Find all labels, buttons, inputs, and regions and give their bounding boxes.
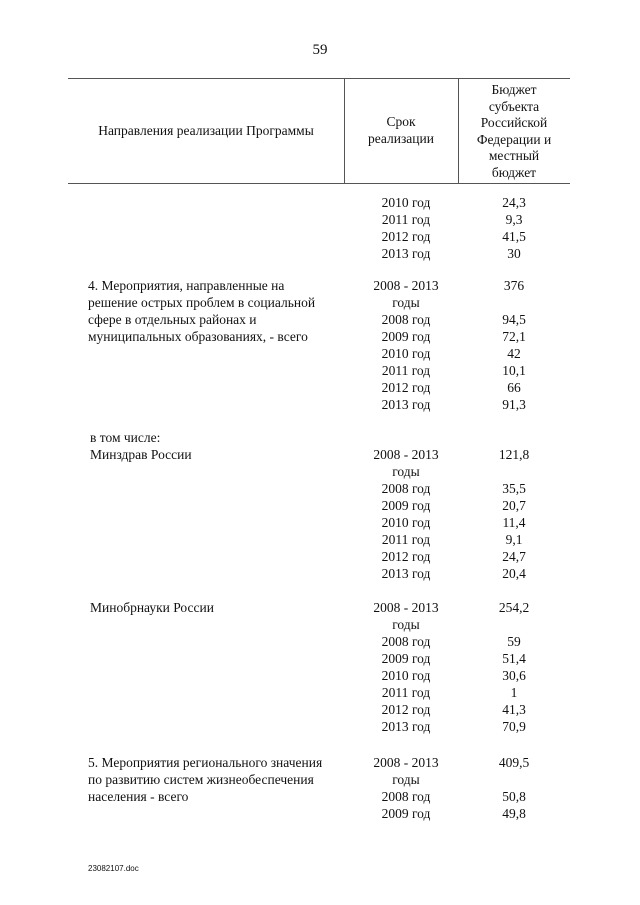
row-31-value: 50,8 [502,789,526,804]
row-6-value: 94,5 [502,312,526,327]
page-number: 59 [312,42,328,58]
row-1-value: 9,3 [505,212,523,227]
header-divider-1 [344,78,345,184]
header-budget-line1: Бюджет [491,82,537,97]
row-0-value: 24,3 [502,195,526,210]
row-18-year: 2011 год [381,532,431,547]
row-3-year: 2013 год [381,246,431,261]
row-25-year: 2010 год [381,668,431,683]
header-term-line1: Срок [386,114,416,129]
row-24-year: 2009 год [381,651,431,666]
row-14-year: годы [392,464,420,479]
row-20-value: 20,4 [502,566,526,581]
row-30-year: годы [392,772,420,787]
footer-filename: 23082107.doc [88,864,139,873]
row-11-value: 91,3 [502,397,526,412]
row-0-year: 2010 год [381,195,431,210]
row-5-year: годы [392,295,420,310]
row-16-value: 20,7 [502,498,526,513]
row-24-value: 51,4 [502,651,526,666]
row-8-value: 42 [507,346,521,361]
row-10-year: 2012 год [381,380,431,395]
row-11-year: 2013 год [381,397,431,412]
header-budget-line6: бюджет [491,164,537,180]
row-4-year: 2008 - 2013 [373,278,439,293]
row-29-desc: 5. Мероприятия регионального значения [88,755,323,770]
row-6-year: 2008 год [381,312,431,327]
row-15-value: 35,5 [502,481,526,496]
row-26-year: 2011 год [381,685,431,700]
row-15-year: 2008 год [381,481,431,496]
header-divider-2 [458,78,459,184]
header-top-rule [68,78,570,79]
row-2-value: 41,5 [502,229,526,244]
header-bottom-rule [68,183,570,184]
row-27-value: 41,3 [502,702,526,717]
row-10-value: 66 [507,380,521,395]
row-9-value: 10,1 [502,363,526,378]
row-13-desc: Минздрав России [90,447,192,462]
header-direction: Направления реализации Программы [98,123,314,138]
header-budget [460,82,568,181]
header-budget-line5: местный [488,148,540,163]
row-8-year: 2010 год [381,346,431,361]
row-27-year: 2012 год [381,702,431,717]
row-31-desc: населения - всего [88,789,189,804]
row-19-year: 2012 год [381,549,431,564]
row-16-year: 2009 год [381,498,431,513]
row-17-value: 11,4 [502,515,526,530]
row-25-value: 30,6 [502,668,526,683]
row-21-value: 254,2 [498,600,530,615]
row-30-desc: по развитию систем жизнеобеспечения [88,772,314,787]
header-term [346,114,456,147]
row-29-value: 409,5 [498,755,530,770]
row-21-desc: Минобрнауки России [90,600,214,615]
row-23-value: 59 [507,634,521,649]
row-19-value: 24,7 [502,549,526,564]
row-20-year: 2013 год [381,566,431,581]
row-23-year: 2008 год [381,634,431,649]
row-2-year: 2012 год [381,229,431,244]
header-budget-line4: Федерации и [476,131,552,147]
row-7-value: 72,1 [502,329,526,344]
row-28-value: 70,9 [502,719,526,734]
row-22-year: годы [392,617,420,632]
row-3-value: 30 [507,246,521,261]
row-29-year: 2008 - 2013 [373,755,439,770]
row-1-year: 2011 год [381,212,431,227]
row-17-year: 2010 год [381,515,431,530]
row-4-value: 376 [503,278,525,293]
row-5-desc: решение острых проблем в социальной [88,295,316,310]
header-term-line2: реализации [368,130,434,146]
row-26-value: 1 [510,685,518,700]
row-31-year: 2008 год [381,789,431,804]
row-13-value: 121,8 [498,447,530,462]
row-21-year: 2008 - 2013 [373,600,439,615]
header-budget-line3: Российской [480,115,548,130]
row-13-year: 2008 - 2013 [373,447,439,462]
row-32-year: 2009 год [381,806,431,821]
row-7-desc: муниципальных образованиях, - всего [88,329,308,344]
row-9-year: 2011 год [381,363,431,378]
row-7-year: 2009 год [381,329,431,344]
row-18-value: 9,1 [505,532,523,547]
row-6-desc: сфере в отдельных районах и [88,312,257,327]
row-28-year: 2013 год [381,719,431,734]
row-32-value: 49,8 [502,806,526,821]
header-budget-line2: субъекта [488,98,540,114]
row-4-desc: 4. Мероприятия, направленные на [88,278,285,293]
row-12-desc: в том числе: [90,430,161,445]
